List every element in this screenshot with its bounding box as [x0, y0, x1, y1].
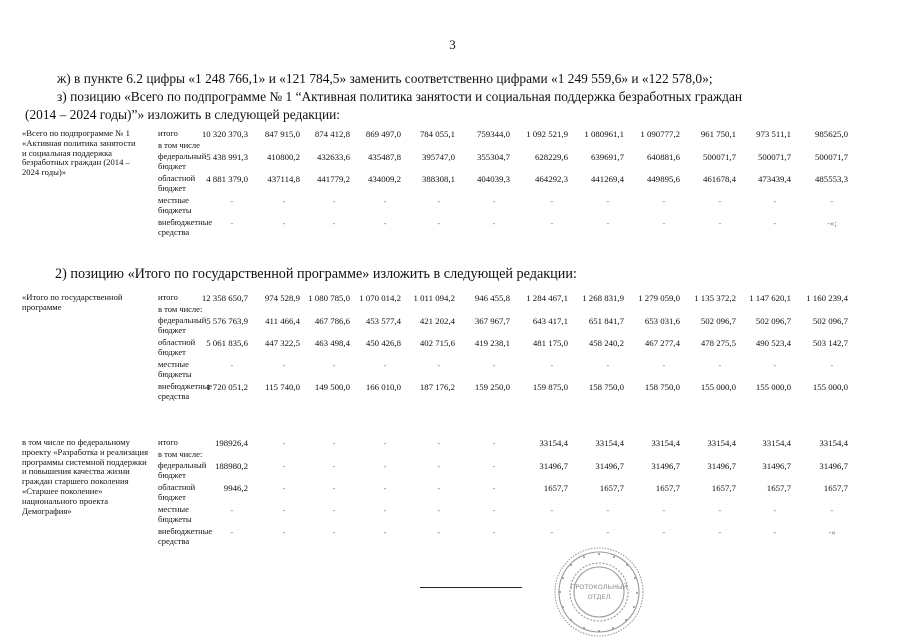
table-cell: 639691,7	[591, 152, 624, 162]
row-category: в том числе:	[158, 304, 203, 314]
table-cell: -	[492, 505, 496, 515]
stamp-text-line2: ОТДЕЛ	[587, 593, 611, 601]
table-cell: 1 080 785,0	[308, 293, 350, 303]
table-cell: 1 160 239,4	[806, 293, 848, 303]
table-cell: -	[437, 527, 441, 537]
table-cell: -	[282, 461, 286, 471]
table-cell: -	[282, 218, 286, 228]
table-cell: -	[773, 505, 777, 515]
table-cell: 869 497,0	[365, 129, 401, 139]
table-cell: 473439,4	[758, 174, 791, 184]
table-cell: -	[332, 196, 336, 206]
row-category: в том числе:	[158, 449, 203, 459]
row-category: местные бюджеты	[158, 195, 192, 215]
table-cell: -	[332, 527, 336, 537]
table-cell: -	[332, 360, 336, 370]
table-cell: 188980,2	[215, 461, 248, 471]
table-cell: 847 915,0	[264, 129, 300, 139]
table-cell: -	[383, 483, 387, 493]
table-cell: -	[830, 505, 834, 515]
row-category: федеральный бюджет	[158, 315, 207, 335]
table-cell: -	[718, 360, 722, 370]
table-cell: 490 523,4	[755, 338, 791, 348]
table-cell: -	[662, 218, 666, 228]
table-cell: -	[383, 218, 387, 228]
table-cell: 503 142,7	[812, 338, 848, 348]
table-cell: 478 275,5	[700, 338, 736, 348]
table-cell: -	[282, 196, 286, 206]
table-cell: -	[662, 196, 666, 206]
table-cell: -	[606, 218, 610, 228]
table-cell: 158 750,0	[644, 382, 680, 392]
table-cell: 198926,4	[215, 438, 248, 448]
table-cell: 115 740,0	[265, 382, 300, 392]
table-cell: -	[437, 196, 441, 206]
table-cell: 1 284 467,1	[526, 293, 568, 303]
table-cell: -	[606, 505, 610, 515]
table-cell: -	[282, 438, 286, 448]
table-cell: -	[282, 527, 286, 537]
table-cell: 1 147 620,1	[749, 293, 791, 303]
table-label-federal-project: в том числе по федеральному проекту «Разработка и реализация программы системной поддержки и повышения качества жизни граждан старшего поколения «Старшее поколение» национального проекта Демография»	[22, 437, 149, 516]
table-cell: -	[718, 196, 722, 206]
table-cell: 1 268 831,9	[582, 293, 624, 303]
table-cell: -	[662, 505, 666, 515]
row-category: итого	[158, 292, 178, 302]
table-cell: -	[830, 360, 834, 370]
stamp-text-line1: ПРОТОКОЛЬНЫЙ	[570, 583, 628, 591]
table-cell: -	[550, 360, 554, 370]
table-cell: 961 750,1	[700, 129, 736, 139]
table-cell: 9946,2	[223, 483, 248, 493]
table-cell: 463 498,4	[314, 338, 350, 348]
table-cell: -	[230, 360, 234, 370]
table-cell: -	[662, 527, 666, 537]
table-cell: 1657,7	[766, 483, 791, 493]
row-category: внебюджетные средства	[158, 526, 213, 546]
row-category: областной бюджет	[158, 482, 196, 502]
table-cell: 1 070 014,2	[359, 293, 401, 303]
table-cell: 450 426,8	[365, 338, 401, 348]
table-cell: 33154,4	[539, 438, 568, 448]
table-cell: 1 279 059,0	[638, 293, 680, 303]
table-cell: 447 322,5	[264, 338, 300, 348]
table-cell: -	[383, 196, 387, 206]
table-cell: 10 320 370,3	[201, 129, 248, 139]
table-cell: -	[230, 505, 234, 515]
table-cell: 31496,7	[595, 461, 624, 471]
table-label-subprogram-1: «Всего по подпрограмме № 1 «Активная политика занятости и социальная поддержка безработных граждан (2014 – 2024 годы)»	[22, 128, 136, 178]
row-category: в том числе	[158, 140, 200, 150]
table-cell: -	[830, 196, 834, 206]
table-cell: -	[773, 218, 777, 228]
table-cell: 653 031,6	[644, 316, 680, 326]
row-category: итого	[158, 128, 178, 138]
paragraph-z-line2: (2014 – 2024 годы)”» изложить в следующей редакции:	[25, 107, 340, 122]
row-category: итого	[158, 437, 178, 447]
table-cell: -	[230, 218, 234, 228]
table-cell: -	[550, 218, 554, 228]
table-cell: 187 176,2	[419, 382, 455, 392]
table-cell: 33154,4	[762, 438, 791, 448]
row-category: федеральный бюджет	[158, 460, 207, 480]
table-cell: 411 466,4	[265, 316, 300, 326]
table-cell: 437114,8	[267, 174, 300, 184]
table-cell: -»	[828, 527, 836, 537]
table-cell: 434009,2	[368, 174, 401, 184]
table-cell: 31496,7	[819, 461, 848, 471]
table-cell: -	[437, 438, 441, 448]
table-cell: 31496,7	[539, 461, 568, 471]
table-cell: 640881,6	[647, 152, 680, 162]
row-category: федеральный бюджет	[158, 151, 207, 171]
table-cell: 149 500,0	[314, 382, 350, 392]
table-cell: 1657,7	[711, 483, 736, 493]
table-cell: 31496,7	[707, 461, 736, 471]
table-cell: -	[383, 438, 387, 448]
table-cell: 502 096,7	[700, 316, 736, 326]
table-cell: -	[662, 360, 666, 370]
table-cell: -	[332, 505, 336, 515]
table-cell: -	[773, 196, 777, 206]
table-cell: 1657,7	[599, 483, 624, 493]
table-cell: 159 875,0	[532, 382, 568, 392]
table-cell: 5 576 763,9	[206, 316, 248, 326]
table-cell: 1 080961,1	[584, 129, 624, 139]
table-cell: 946 455,8	[474, 293, 510, 303]
table-cell: 985625,0	[815, 129, 848, 139]
table-cell: 502 096,7	[755, 316, 791, 326]
table-cell: -	[492, 360, 496, 370]
table-cell: -	[492, 218, 496, 228]
table-cell: 404039,3	[477, 174, 510, 184]
row-category: внебюджетные средства	[158, 217, 213, 237]
table-cell: -	[282, 483, 286, 493]
table-cell: 500071,7	[703, 152, 736, 162]
table-cell: 1 011 094,2	[413, 293, 455, 303]
table-cell: 12 358 650,7	[201, 293, 248, 303]
table-cell: -»;	[827, 218, 837, 228]
row-category: внебюджетные средства	[158, 381, 213, 401]
table-cell: 155 000,0	[755, 382, 791, 392]
table-cell: 500071,7	[758, 152, 791, 162]
table-cell: 33154,4	[707, 438, 736, 448]
table-cell: -	[773, 360, 777, 370]
table-cell: -	[718, 218, 722, 228]
table-cell: 5 438 991,3	[206, 152, 248, 162]
table-cell: 155 000,0	[812, 382, 848, 392]
table-cell: 441269,4	[591, 174, 624, 184]
table-cell: 355304,7	[477, 152, 510, 162]
signature-line	[420, 587, 522, 588]
paragraph-item-2: 2) позицию «Итого по государственной программе» изложить в следующей редакции:	[55, 266, 577, 282]
table-cell: -	[383, 527, 387, 537]
table-cell: 441779,2	[317, 174, 350, 184]
table-cell: -	[550, 505, 554, 515]
table-cell: -	[383, 360, 387, 370]
table-cell: -	[492, 483, 496, 493]
table-cell: 784 055,1	[419, 129, 455, 139]
table-cell: 461678,4	[703, 174, 736, 184]
table-cell: 5 061 835,6	[206, 338, 248, 348]
table-cell: 1657,7	[655, 483, 680, 493]
table-cell: 1657,7	[823, 483, 848, 493]
table-cell: -	[606, 527, 610, 537]
table-cell: 33154,4	[651, 438, 680, 448]
table-cell: -	[230, 527, 234, 537]
table-cell: -	[332, 218, 336, 228]
table-cell: 4 881 379,0	[206, 174, 248, 184]
table-cell: 481 175,0	[532, 338, 568, 348]
table-cell: 159 250,0	[474, 382, 510, 392]
table-cell: -	[437, 483, 441, 493]
table-cell: -	[230, 196, 234, 206]
official-stamp	[552, 545, 646, 639]
table-cell: 410800,2	[267, 152, 300, 162]
table-cell: 31496,7	[651, 461, 680, 471]
table-cell: 973 511,1	[756, 129, 791, 139]
table-cell: 402 715,6	[419, 338, 455, 348]
paragraph-zh: ж) в пункте 6.2 цифры «1 248 766,1» и «121 784,5» заменить соответственно цифрами «1 249 559,6» и «122 578,0»;	[57, 71, 713, 86]
table-cell: 419 238,1	[474, 338, 510, 348]
table-cell: 166 010,0	[365, 382, 401, 392]
table-cell: 874 412,8	[314, 129, 350, 139]
table-cell: -	[282, 360, 286, 370]
table-cell: -	[718, 527, 722, 537]
row-category: областной бюджет	[158, 337, 196, 357]
table-cell: 500071,7	[815, 152, 848, 162]
table-cell: -	[437, 218, 441, 228]
row-category: местные бюджеты	[158, 504, 192, 524]
table-cell: 1657,7	[543, 483, 568, 493]
table-cell: 1 092 521,9	[526, 129, 568, 139]
table-cell: 1 135 372,2	[694, 293, 736, 303]
stamp-seal-icon	[552, 545, 646, 639]
row-category: областной бюджет	[158, 173, 196, 193]
table-cell: 395747,0	[422, 152, 455, 162]
table-cell: -	[437, 505, 441, 515]
table-cell: -	[383, 461, 387, 471]
table-cell: -	[437, 461, 441, 471]
page-number: 3	[449, 37, 456, 52]
table-cell: 155 000,0	[700, 382, 736, 392]
table-cell: 33154,4	[819, 438, 848, 448]
table-cell: 458 240,2	[588, 338, 624, 348]
table-cell: -	[383, 505, 387, 515]
table-cell: 158 750,0	[588, 382, 624, 392]
table-cell: 467 277,4	[644, 338, 680, 348]
table-cell: 453 577,4	[365, 316, 401, 326]
table-cell: 759344,0	[477, 129, 510, 139]
table-cell: -	[606, 196, 610, 206]
table-cell: 502 096,7	[812, 316, 848, 326]
table-cell: 1 720 051,2	[206, 382, 248, 392]
table-cell: -	[437, 360, 441, 370]
table-cell: -	[282, 505, 286, 515]
table-cell: 449895,6	[647, 174, 680, 184]
table-cell: -	[492, 196, 496, 206]
table-cell: 388308,1	[422, 174, 455, 184]
table-cell: -	[550, 527, 554, 537]
table-label-state-program-total: «Итого по государственной программе	[22, 292, 123, 312]
table-cell: 628229,6	[535, 152, 568, 162]
table-cell: -	[332, 438, 336, 448]
row-category: местные бюджеты	[158, 359, 192, 379]
table-cell: 367 967,7	[474, 316, 510, 326]
paragraph-z-line1: з) позицию «Всего по подпрограмме № 1 “Активная политика занятости и социальная поддержка безработных граждан	[57, 89, 743, 104]
table-cell: 467 786,6	[314, 316, 350, 326]
table-cell: 974 528,9	[264, 293, 300, 303]
table-cell: -	[773, 527, 777, 537]
table-cell: -	[550, 196, 554, 206]
table-cell: 643 417,1	[532, 316, 568, 326]
table-cell: -	[606, 360, 610, 370]
table-cell: 485553,3	[815, 174, 848, 184]
table-cell: 31496,7	[762, 461, 791, 471]
table-cell: -	[332, 483, 336, 493]
table-cell: 421 202,4	[419, 316, 455, 326]
table-cell: -	[332, 461, 336, 471]
table-cell: 464292,3	[535, 174, 568, 184]
table-cell: -	[492, 461, 496, 471]
table-cell: -	[492, 438, 496, 448]
table-cell: 1 090777,2	[640, 129, 680, 139]
table-cell: 33154,4	[595, 438, 624, 448]
table-cell: -	[718, 505, 722, 515]
table-cell: 651 841,7	[588, 316, 624, 326]
table-cell: 432633,6	[317, 152, 350, 162]
table-cell: -	[492, 527, 496, 537]
table-cell: 435487,8	[368, 152, 401, 162]
